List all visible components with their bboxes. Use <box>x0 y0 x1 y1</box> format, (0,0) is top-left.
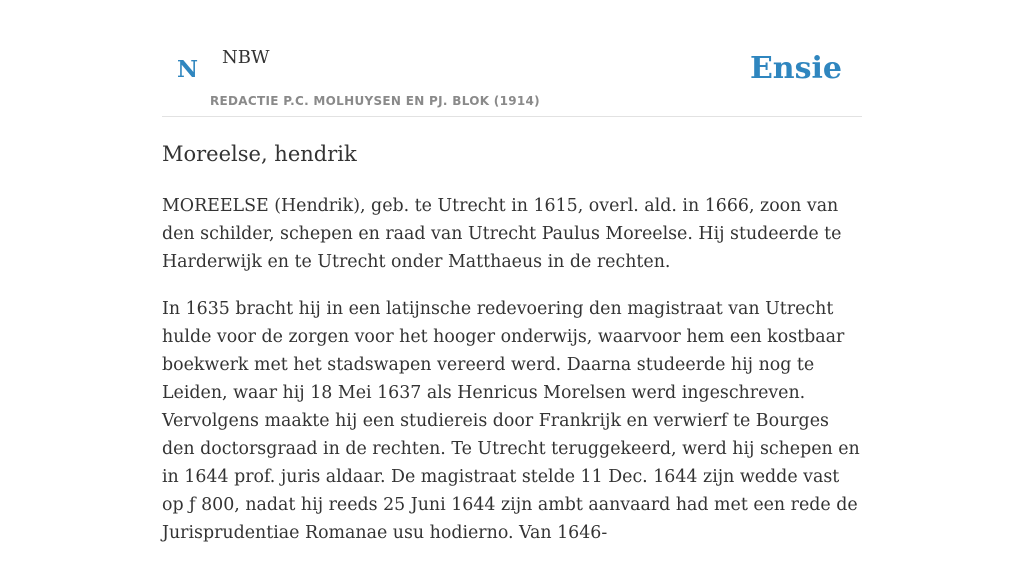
article-paragraph: In 1635 bracht hij in een latijnsche redevoering den magistraat van Utrecht hulde voor de zorgen voor het hooger onderwijs, waarvoor hem een kostbaar boekwerk met het stadswapen vereerd werd. Daarna studeerde hij nog te Leiden, waar hij 18 Mei 1637 als Henricus Morelsen werd ingeschreven. Vervolgens maakte hij een studiereis door Frankrijk en verwierf te Bourges den doctorsgraad in de rechten. Te Utrecht teruggekeerd, werd hij schepen en in 1644 prof. juris aldaar. De magistraat stelde 11 Dec. 1644 zijn wedde vast op ƒ 800, nadat hij reeds 25 Juni 1644 zijn ambt aanvaard had met een rede de Jurisprudentiae Romanae usu hodierno. Van 1646- <box>162 299 860 543</box>
article-paragraph: MOREELSE (Hendrik), geb. te Utrecht in 1615, overl. ald. in 1666, zoon van den schilder, schepen en raad van Utrecht Paulus Moreelse. Hij studeerde te Harderwijk en te Utrecht onder Matthaeus in de rechten. <box>162 196 842 272</box>
source-logo-icon: N <box>177 56 199 83</box>
brand-logo-link[interactable]: Ensie <box>749 51 842 86</box>
article-body <box>162 192 866 566</box>
source-name[interactable]: NBW <box>222 47 270 68</box>
source-header <box>162 0 862 117</box>
article-title: Moreelse, hendrik <box>162 142 357 166</box>
source-subtitle: REDACTIE P.C. MOLHUYSEN EN PJ. BLOK (1914) <box>210 94 540 108</box>
